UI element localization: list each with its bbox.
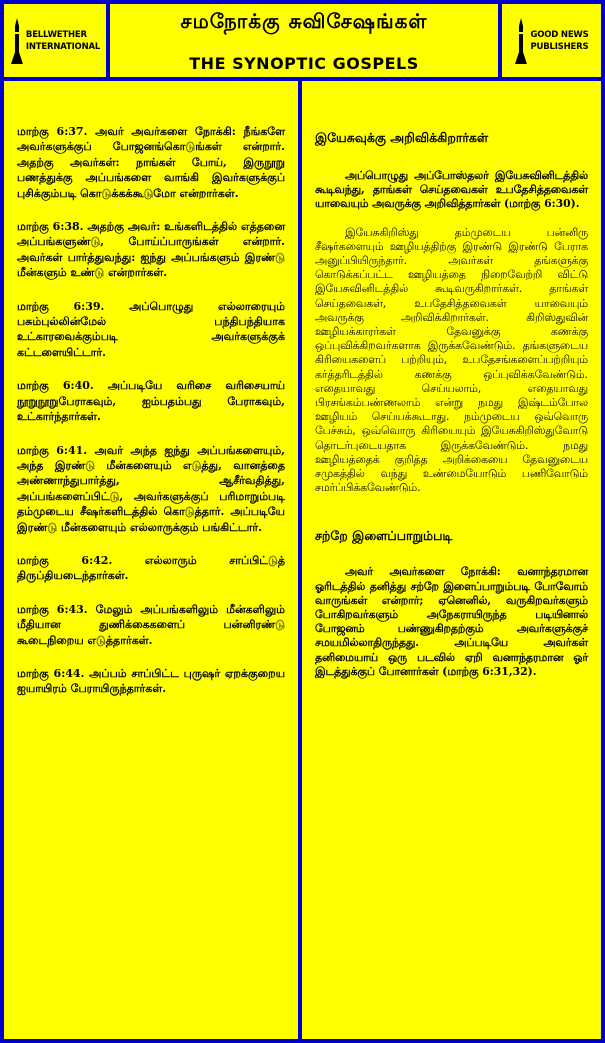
scripture-paragraph: அவர் அவர்களை நோக்கி: வனாந்தரமான ஓரிடத்தில் தனித்து சற்றே இளைப்பாறும்படி போவோம் வாருங்கள் என்றார்; ஏனெனில், வருகிறவர்களும் போகிறவர்களும் அநேகராயிருந்த படியினால் போஜனம் பண்ணுகிறதற்கும் அவர்களுக்குச் சமயமில்லாதிருந்தது. அப்படியே அவர்கள் தனிமையாய் ஒரு படவில் ஏறி வனாந்தரமான ஓர் இடத்துக்குப் போனார்கள் (மாற்கு 6:31,32). <box>315 565 588 678</box>
section-heading: இயேசுவுக்கு அறிவிக்கிறார்கள் <box>315 130 489 145</box>
verse-paragraph: மாற்கு 6:42. எல்லாரும் சாப்பிட்டுத் திருப்தியடைந்தார்கள். <box>17 553 285 583</box>
title-banner <box>110 4 498 77</box>
commentary-paragraph: இயேசுகிறிஸ்து தம்முடைய பன்னிரு சீஷர்களையும் ஊழியத்திற்கு இரண்டு இரண்டு பேராக அனுப்பியிருந்தார். அவர்கள் தங்களுக்கு கொடுக்கப்பட்ட ஊழியத்தை நிறைவேற்றி விட்டு இயேசுவினிடத்தில் கூடிவருகிறார்கள். தாங்கள் செய்தவைகள், உபதேசித்தவைகள் யாவையும் அவருக்கு அறிவிக்கிறார்கள். கிறிஸ்துவின் ஊழியக்காரர்கள் தேவனுக்கு கணக்கு ஒப்புவிக்கிறவர்களாக இருக்கவேண்டும். தங்களுடைய கிரியைகளைப் பற்றியும், உபதேசங்களைப்பற்றியும் கர்த்தரிடத்தில் கணக்கு ஒப்புவிக்கவேண்டும். எதையாவது செய்யலாம், எதையாவது பிரசங்கம்பண்ணலாம் என்று நமது இஷ்டம்போல ஊழியம் செய்யக்கூடாது. நம்முடைய ஒவ்வொரு பேச்சும், ஒவ்வொரு கிரியையும் இயேசுகிறிஸ்துவோடு தொடர்புடையதாக இருக்கவேண்டும். நமது ஊழியத்தைக் குறித்த அறிக்கையை தேவனுடைய சமுகத்தில் வந்து உண்மையோடும் பணிவோடும் சமர்ப்பிக்கவேண்டும். <box>315 225 588 495</box>
page-title-english: THE SYNOPTIC GOSPELS <box>189 54 419 73</box>
verse-paragraph: மாற்கு 6:38. அதற்கு அவர்: உங்களிடத்தில் எத்தனை அப்பங்களுண்டு, போய்ப்பாருங்கள் என்றார். அவர்கள் பார்த்துவந்து: ஐந்து அப்பங்களும் இரண்டு மீன்களும் உண்டு என்றார்கள். <box>17 220 285 280</box>
verse-paragraph: மாற்கு 6:37. அவர் அவர்களை நோக்கி: நீங்களே அவர்களுக்குப் போஜனங்கொடுங்கள் என்றார். அதற்கு அவர்கள்: நாங்கள் போய், இருநூறு பணத்துக்கு அப்பங்களை வாங்கி இவர்களுக்குப் புசிக்கும்படி கொடுக்கக்கூடுமோ என்றார்கள். <box>17 125 285 200</box>
commentary <box>302 129 601 679</box>
verse-paragraph: மாற்கு 6:43. மேலும் அப்பங்களிலும் மீன்களிலும் மீதியான துணிக்கைகளைப் பன்னிரண்டு கூடைநிறைய எடுத்தார்கள். <box>17 602 285 647</box>
bellwether-logo <box>4 4 106 77</box>
verse-paragraph: மாற்கு 6:40. அப்படியே வரிசை வரிசையாய் நூறுநூறுபேராகவும், ஐம்பதம்பது பேராகவும், உட்கார்ந்தார்கள். <box>17 379 285 424</box>
tower-icon <box>10 18 24 64</box>
tower-icon <box>514 18 528 64</box>
page-title-tamil: சமநோக்கு சுவிசேஷங்கள் <box>180 9 428 33</box>
good-news-logo-text: GOOD NEWS PUBLISHERS <box>530 29 589 52</box>
verse-paragraph: மாற்கு 6:41. அவர் அந்த ஐந்து அப்பங்களையும், அந்த இரண்டு மீன்களையும் எடுத்து, வானத்தை அண்ணாந்துபார்த்து, ஆசீர்வதித்து, அப்பங்களைப்பிட்டு, அவர்களுக்குப் பரிமாறும்படி தம்முடைய சீஷர்களிடத்தில் கொடுத்தார். அப்படியே இரண்டு மீன்களையும் எல்லாருக்கும் பங்கிட்டார். <box>17 443 285 534</box>
bellwether-logo-text: BELLWETHER INTERNATIONAL <box>25 29 101 52</box>
scripture-list <box>4 124 298 715</box>
left-panel <box>4 81 298 1039</box>
intro-paragraph: அப்பொழுது அப்போஸ்தலர் இயேசுவினிடத்தில் கூடிவந்து, தாங்கள் செய்தவைகள் உபதேசித்தவைகள் யாவையும் அவருக்கு அறிவித்தார்கள் (மாற்கு 6:30). <box>315 169 588 211</box>
good-news-logo <box>502 4 601 77</box>
verse-paragraph: மாற்கு 6:44. அப்பம் சாப்பிட்ட புருஷர் ஏறக்குறைய ஐயாயிரம் பேராயிருந்தார்கள். <box>17 666 285 696</box>
section-heading: சற்றே இளைப்பாறும்படி <box>315 528 453 544</box>
verse-paragraph: மாற்கு 6:39. அப்பொழுது எல்லாரையும் பசும்புல்லின்மேல் பந்திபந்தியாக உட்காரவைக்கும்படி அவர்களுக்குக் கட்டளையிட்டார். <box>17 299 285 359</box>
right-panel <box>302 81 601 1039</box>
